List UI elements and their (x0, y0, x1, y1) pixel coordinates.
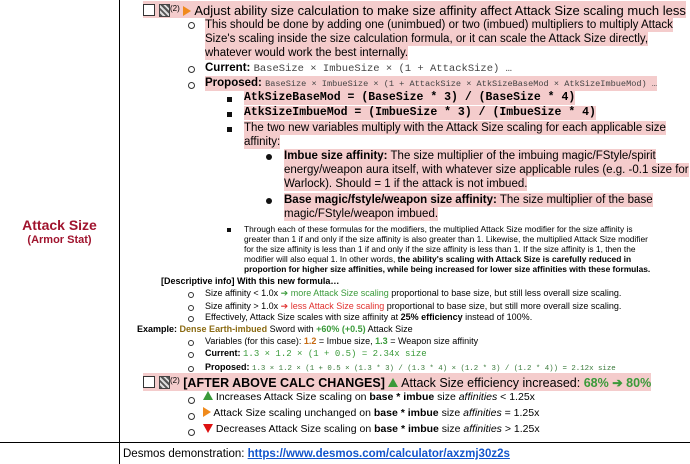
b1-it: affinities (458, 391, 498, 403)
item1-category-icon (159, 4, 170, 17)
through-2: greater than 1 if and only if the size affinity is also greater than 1. Likewise, the multiplied Attack Size modifier (244, 234, 648, 244)
d3-c: 25% efficiency (400, 312, 463, 322)
var-1: 1.2 (303, 336, 317, 346)
b3-it: affinities (463, 423, 502, 435)
item1-desc-1: This should be done by adding one (unimbued) or two (imbued) multipliers to multiply Attack (205, 19, 673, 31)
orange-triangle-icon (183, 6, 191, 16)
arrow-icon: ➔ (612, 376, 623, 390)
dot-bullet-icon (266, 198, 272, 204)
ex-current-formula: 1.3 × 1.2 × (1 + 0.5) = 2.34x size (243, 349, 427, 359)
through-1: Through each of these formulas for the modifiers, the multiplied Attack Size modifier for the size affinity is (244, 224, 633, 234)
descriptive-line-3 (205, 311, 532, 323)
circle-bullet-icon (188, 429, 195, 436)
current-formula: BaseSize × ImbueSize × (1 + AttackSize) … (253, 63, 512, 75)
d3-a: Effectively, Attack Size scales with size affinity at (205, 312, 401, 322)
ex-proposed-label: Proposed: (205, 362, 250, 372)
efficiency-from: 68% (583, 376, 609, 390)
item1-proposed (205, 76, 657, 91)
base-label: Base magic/fstyle/weapon size affinity: (284, 194, 497, 206)
circle-bullet-icon (188, 366, 194, 372)
item1-title: Adjust ability size calculation to make size affinity affect Attack Size scaling much less (194, 3, 686, 18)
arrow-icon: ➔ (280, 301, 289, 311)
proposed-formula: BaseSize × ImbueSize × (1 + AttackSize × AtkSizeBaseMod × AtkSizeImbueMod) … (265, 79, 658, 89)
item2-checkbox[interactable] (143, 376, 155, 388)
b2-post: = 1.25x (501, 407, 540, 419)
d1-c: more Attack Size scaling (290, 288, 389, 298)
square-bullet-icon (227, 112, 232, 117)
example-sword: Sword with (267, 324, 317, 334)
b3-post: > 1.25x (501, 423, 540, 435)
b1-bold: base * imbue (369, 391, 435, 403)
example-line (137, 323, 413, 335)
circle-bullet-icon (188, 340, 194, 346)
red-down-triangle-icon (203, 424, 213, 433)
d1-a: Size affinity < 1.0x (205, 288, 281, 298)
item2-bullet-1 (203, 391, 535, 404)
imbue-text-2: energy/weapon aura itself, with whatever size applicable rules (e.g. -0.1 size for (284, 164, 689, 176)
example-plus: +60% (+0.5) (316, 324, 366, 334)
imbue-line-1 (284, 149, 656, 163)
through-4b: the ability's scaling with Attack Size is carefully reduced in (397, 254, 632, 264)
item1-header (143, 1, 686, 18)
circle-bullet-icon (188, 22, 195, 29)
circle-bullet-icon (188, 413, 195, 420)
imbue-text-1: The size multiplier of the imbuing magic/FStyle/spirit (387, 150, 656, 162)
row-label (0, 217, 119, 247)
b1-post: < 1.25x (497, 391, 535, 403)
item2-title: [AFTER ABOVE CALC CHANGES] (183, 376, 385, 390)
green-up-triangle-icon (203, 391, 213, 400)
item2-bullet-3 (203, 423, 540, 436)
circle-bullet-icon (188, 352, 194, 358)
ex-current-label: Current: (205, 348, 241, 358)
item-content (123, 0, 690, 442)
base-text-2: magic/FStyle/weapon imbued. (284, 208, 439, 220)
base-line-1 (284, 193, 653, 207)
square-bullet-icon (227, 228, 231, 232)
through-3: for the size affinity is less than 1 if and only if the size affinity is less than 1. If the size affinity is 1, then the (244, 244, 636, 254)
arrow-icon: ➔ (280, 288, 289, 298)
b2-mid: size (438, 407, 464, 419)
desmos-label: Desmos demonstration: (123, 448, 248, 460)
b3-pre: Decreases Attack Size scaling on (215, 423, 375, 435)
item2-category-icon (159, 376, 170, 389)
desmos-line (123, 447, 510, 461)
circle-bullet-icon (188, 82, 195, 89)
new-vars-2: affinity: (244, 136, 281, 148)
imbue-label: Imbue size affinity: (284, 150, 388, 162)
circle-bullet-icon (188, 305, 194, 311)
imbue-text-3: Warlock). Should = 1 if the attack is not imbued. (284, 178, 528, 190)
example-variables (205, 335, 478, 347)
item1-current (205, 61, 512, 76)
desmos-link[interactable]: https://www.desmos.com/calculator/axzmj30z2s (247, 448, 510, 460)
b2-it: affinities (463, 407, 502, 419)
row-label-title: Attack Size (22, 217, 97, 233)
b2-pre: Attack Size scaling unchanged on (213, 407, 374, 419)
descriptive-header: [Descriptive info] With this new formula… (161, 276, 340, 286)
item1-sup: (2) (170, 4, 180, 13)
item1-desc-2: Size's scaling inside the size calculation formula, or it can scale the Attack Size directly, (205, 33, 649, 45)
b3-mid: size (438, 423, 464, 435)
d2-a: Size affinity > 1.0x (205, 301, 281, 311)
example-label: Example: (137, 324, 178, 334)
var-2-text: = Weapon size affinity (387, 336, 479, 346)
item1-desc-3: whatever would work the best internally. (205, 47, 409, 59)
descriptive-line-1 (205, 287, 621, 299)
through-4a: modifier will also equal 1. In other words, (244, 254, 398, 264)
circle-bullet-icon (188, 397, 195, 404)
formula-imbue-mod: AtkSizeImbueMod = (ImbueSize * 3) / (ImbueSize * 4) (244, 106, 596, 119)
var-2: 1.3 (375, 336, 388, 346)
d1-d: proportional to base size, but still less overall size scaling. (388, 288, 622, 298)
item2-efficiency: Attack Size efficiency increased: (401, 376, 581, 390)
green-up-triangle-icon (388, 378, 398, 387)
circle-bullet-icon (188, 316, 194, 322)
item1-checkbox[interactable] (143, 4, 155, 16)
dot-bullet-icon (266, 154, 272, 160)
proposed-label: Proposed: (205, 77, 262, 89)
item2-bullet-2 (203, 407, 539, 420)
item2-header (143, 373, 651, 391)
example-dense: Dense Earth-imbued (179, 324, 268, 334)
item2-sup: (2) (170, 376, 180, 385)
ex-proposed-formula: 1.3 × 1.2 × (1 + 0.5 × (1.3 * 3) / (1.3 * 4) × (1.2 * 3) / (1.2 * 4)) = 2.12x size (252, 365, 616, 373)
current-label: Current: (205, 62, 251, 74)
example-current (205, 347, 427, 360)
d2-c: less Attack Size scaling (290, 301, 385, 311)
through-4 (244, 254, 631, 265)
circle-bullet-icon (188, 66, 195, 73)
base-text-1: The size multiplier of the base (496, 194, 653, 206)
b2-bold: base * imbue (373, 407, 439, 419)
var-1-text: = Imbue size, (316, 336, 376, 346)
example-tail: Attack Size (365, 324, 413, 334)
formula-base-mod: AtkSizeBaseMod = (BaseSize * 3) / (BaseSize * 4) (244, 91, 576, 104)
b1-mid: size (434, 391, 459, 403)
b1-pre: Increases Attack Size scaling on (215, 391, 370, 403)
through-5: proportion for higher size affinities, while being increased for lower size affinities with these formulas. (244, 264, 651, 274)
square-bullet-icon (227, 127, 232, 132)
b3-bold: base * imbue (374, 423, 439, 435)
row-divider (0, 442, 690, 443)
row-label-subtitle: (Armor Stat) (27, 234, 92, 246)
d3-d: instead of 100%. (462, 312, 533, 322)
vars-label: Variables (for this case): (205, 336, 304, 346)
efficiency-to: 80% (626, 376, 652, 390)
d2-d: proportional to base size, but still more overall size scaling. (384, 301, 622, 311)
orange-triangle-icon (203, 407, 211, 417)
square-bullet-icon (227, 97, 232, 102)
new-vars-1: The two new variables multiply with the Attack Size scaling for each applicable size (244, 122, 666, 134)
circle-bullet-icon (188, 292, 194, 298)
